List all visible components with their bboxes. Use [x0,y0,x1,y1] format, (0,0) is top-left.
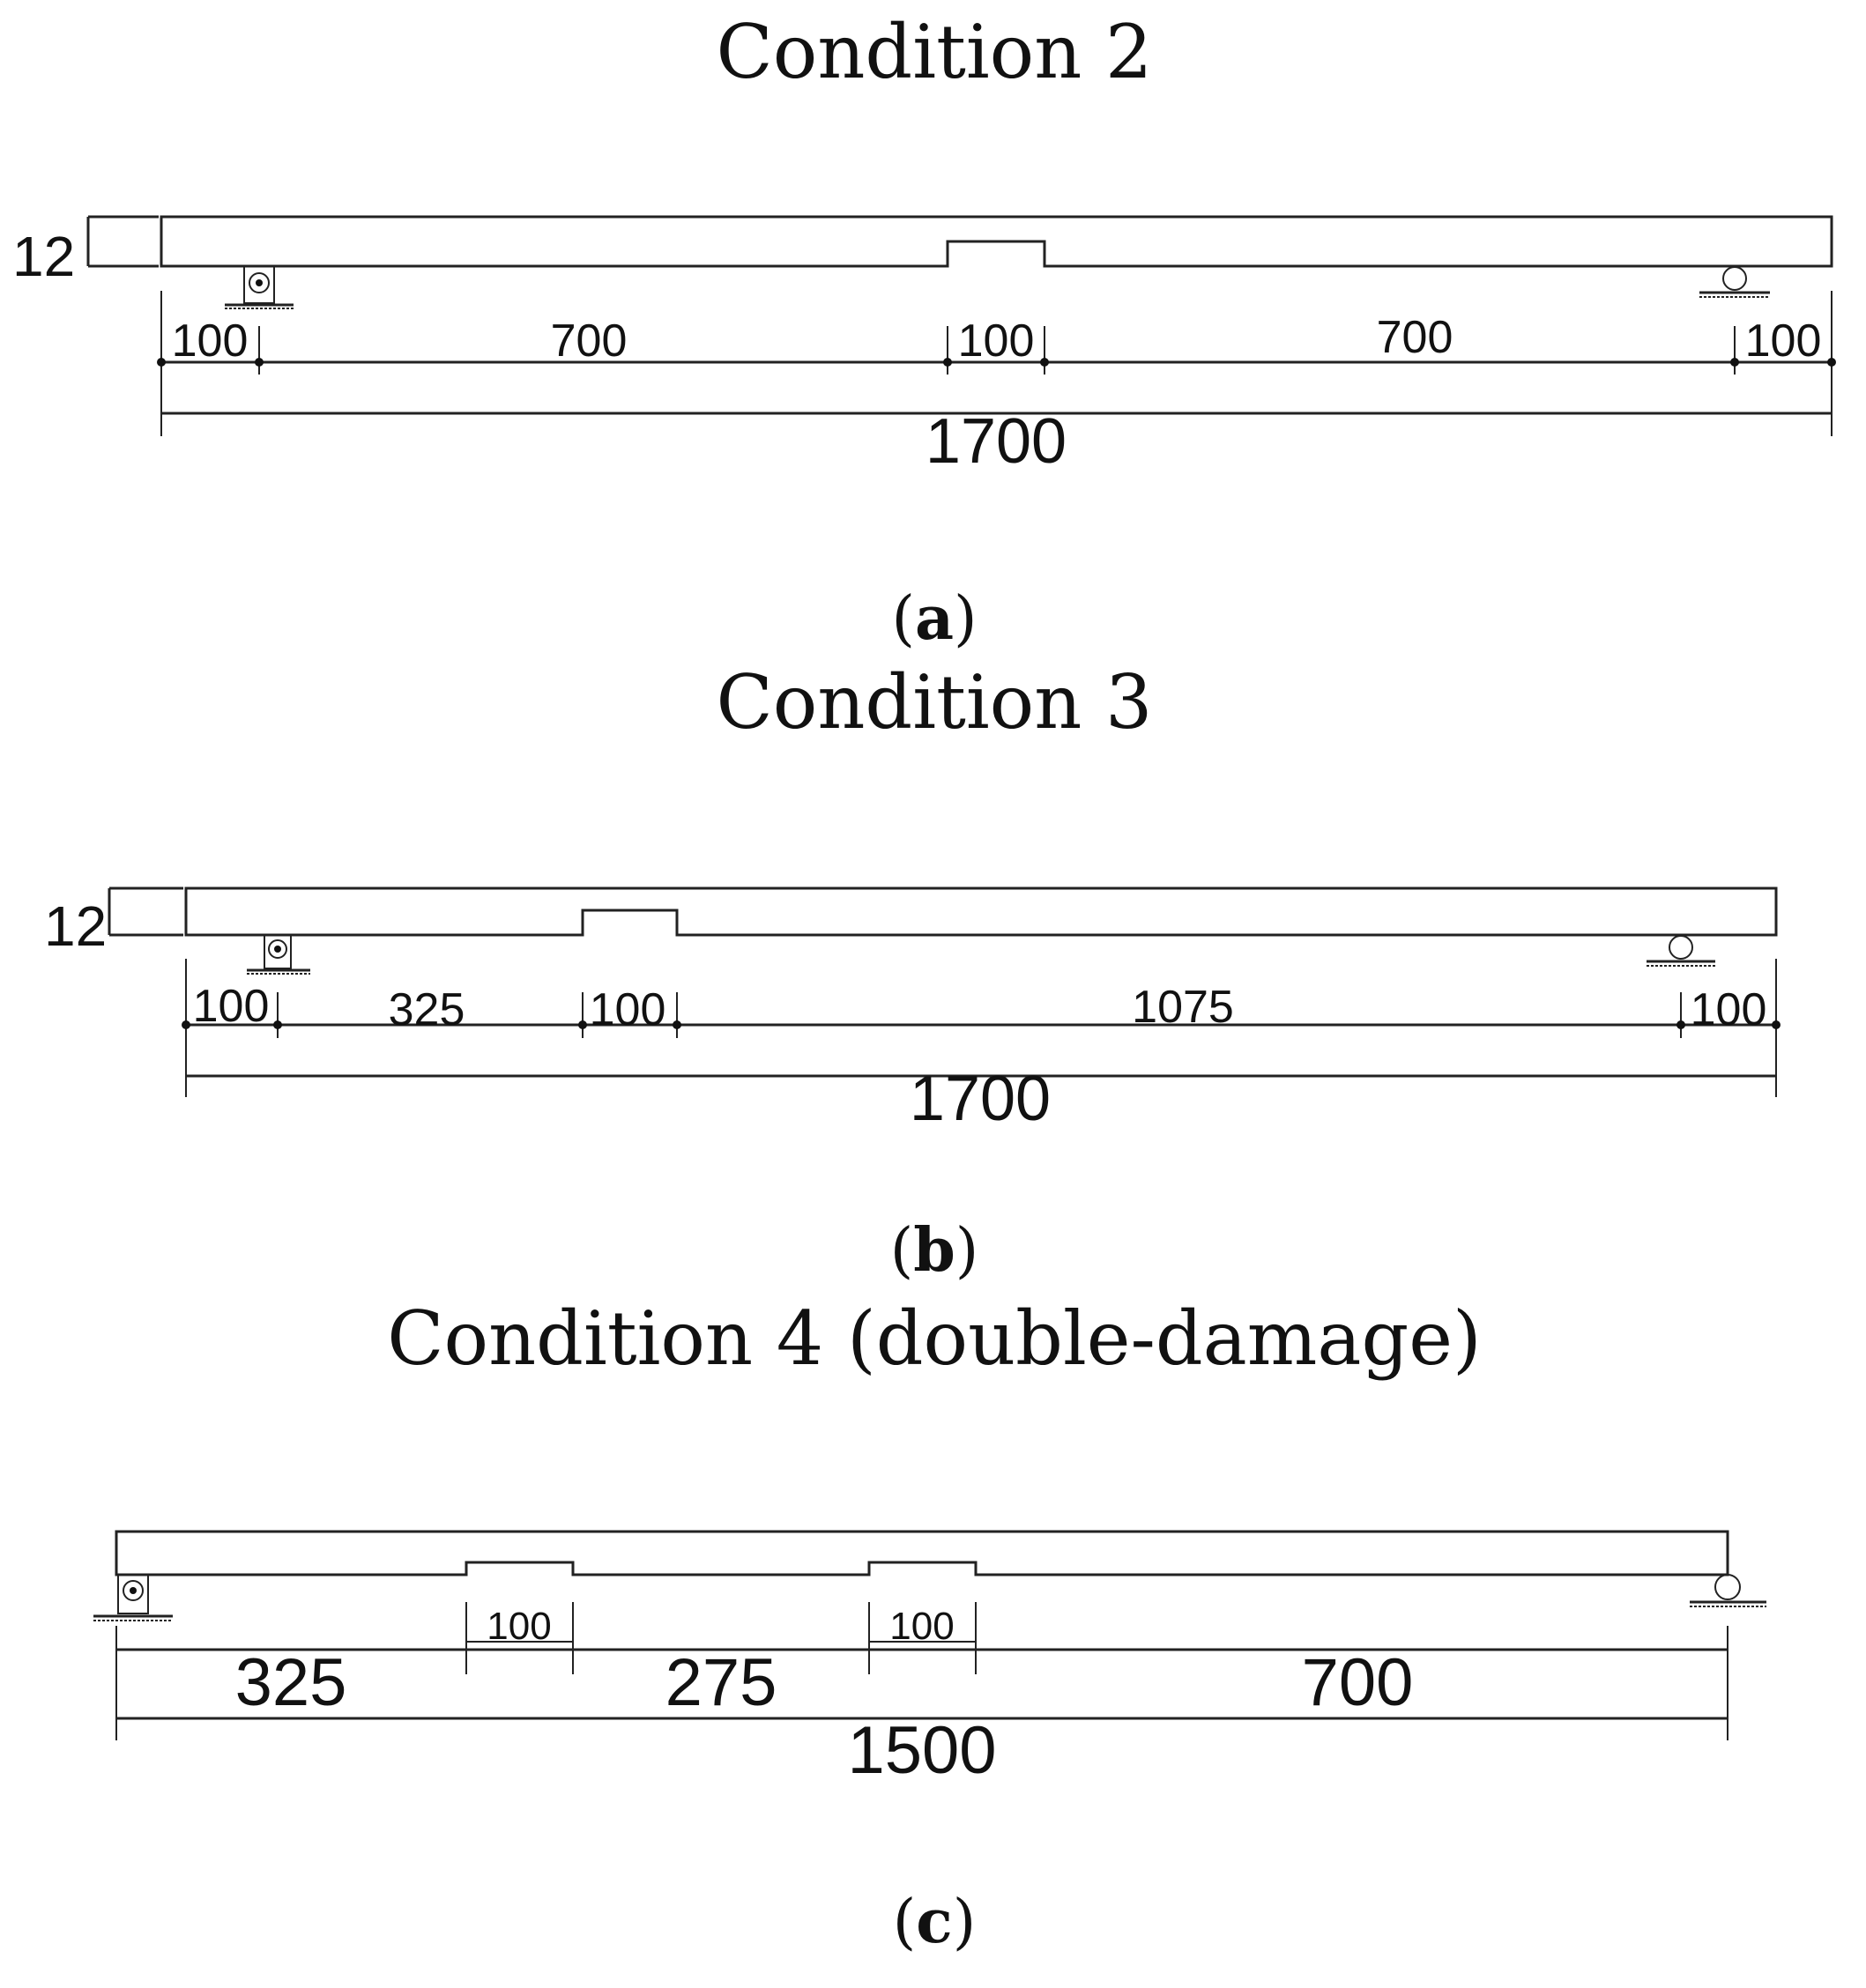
panel-b [44,659,1781,1286]
height-label-b: 12 [44,894,108,958]
pin-support-icon [225,266,294,308]
segment-label-a-2: 700 [550,315,628,367]
total-dimension-a [161,406,1832,477]
segment-label-c-2: 100 [487,1605,552,1648]
total-dimension-b [186,1064,1776,1134]
caption-b: (b) [889,1215,979,1286]
pin-support-icon [247,935,310,974]
segment-label-b-4: 1075 [1132,982,1234,1033]
segment-label-b-1: 100 [192,981,270,1032]
caption-c: (c) [892,1887,977,1957]
segment-label-a-1: 100 [171,315,249,367]
total-label-c: 1500 [847,1713,997,1788]
height-label-a: 12 [12,225,76,288]
segment-label-b-2: 325 [388,984,465,1035]
height-dimension-a [12,217,159,288]
caption-letter-c: c [916,1887,953,1957]
caption-letter-a: a [914,583,955,654]
caption-letter-b: b [913,1215,955,1286]
caption-a: (a) [891,583,978,654]
segment-label-b-3: 100 [589,984,666,1035]
pin-support-icon [93,1575,173,1621]
beam-b [186,888,1776,935]
segment-label-c-5: 700 [1301,1645,1414,1720]
total-dimension-c [116,1713,1728,1788]
segment-label-c-1: 325 [234,1645,347,1720]
segment-label-c-4: 100 [889,1605,955,1648]
beam-a [161,217,1832,266]
segment-label-a-3: 100 [957,315,1035,367]
segment-label-b-5: 100 [1690,984,1767,1035]
total-label-a: 1700 [925,406,1067,477]
segment-label-c-3: 275 [665,1645,777,1720]
panel-a [12,9,1836,654]
segment-label-a-4: 700 [1376,312,1453,363]
roller-support-icon [1647,936,1715,966]
panel-a-title: Condition 2 [716,9,1153,95]
panel-b-title: Condition 3 [716,659,1153,746]
panel-c [93,1295,1766,1957]
segment-label-a-5: 100 [1744,315,1822,367]
beam-c [116,1532,1728,1575]
total-label-b: 1700 [909,1064,1052,1134]
roller-support-icon [1690,1575,1766,1606]
panel-c-title: Condition 4 (double-damage) [387,1295,1482,1382]
roller-support-icon [1699,267,1770,297]
height-dimension-b [44,888,183,958]
